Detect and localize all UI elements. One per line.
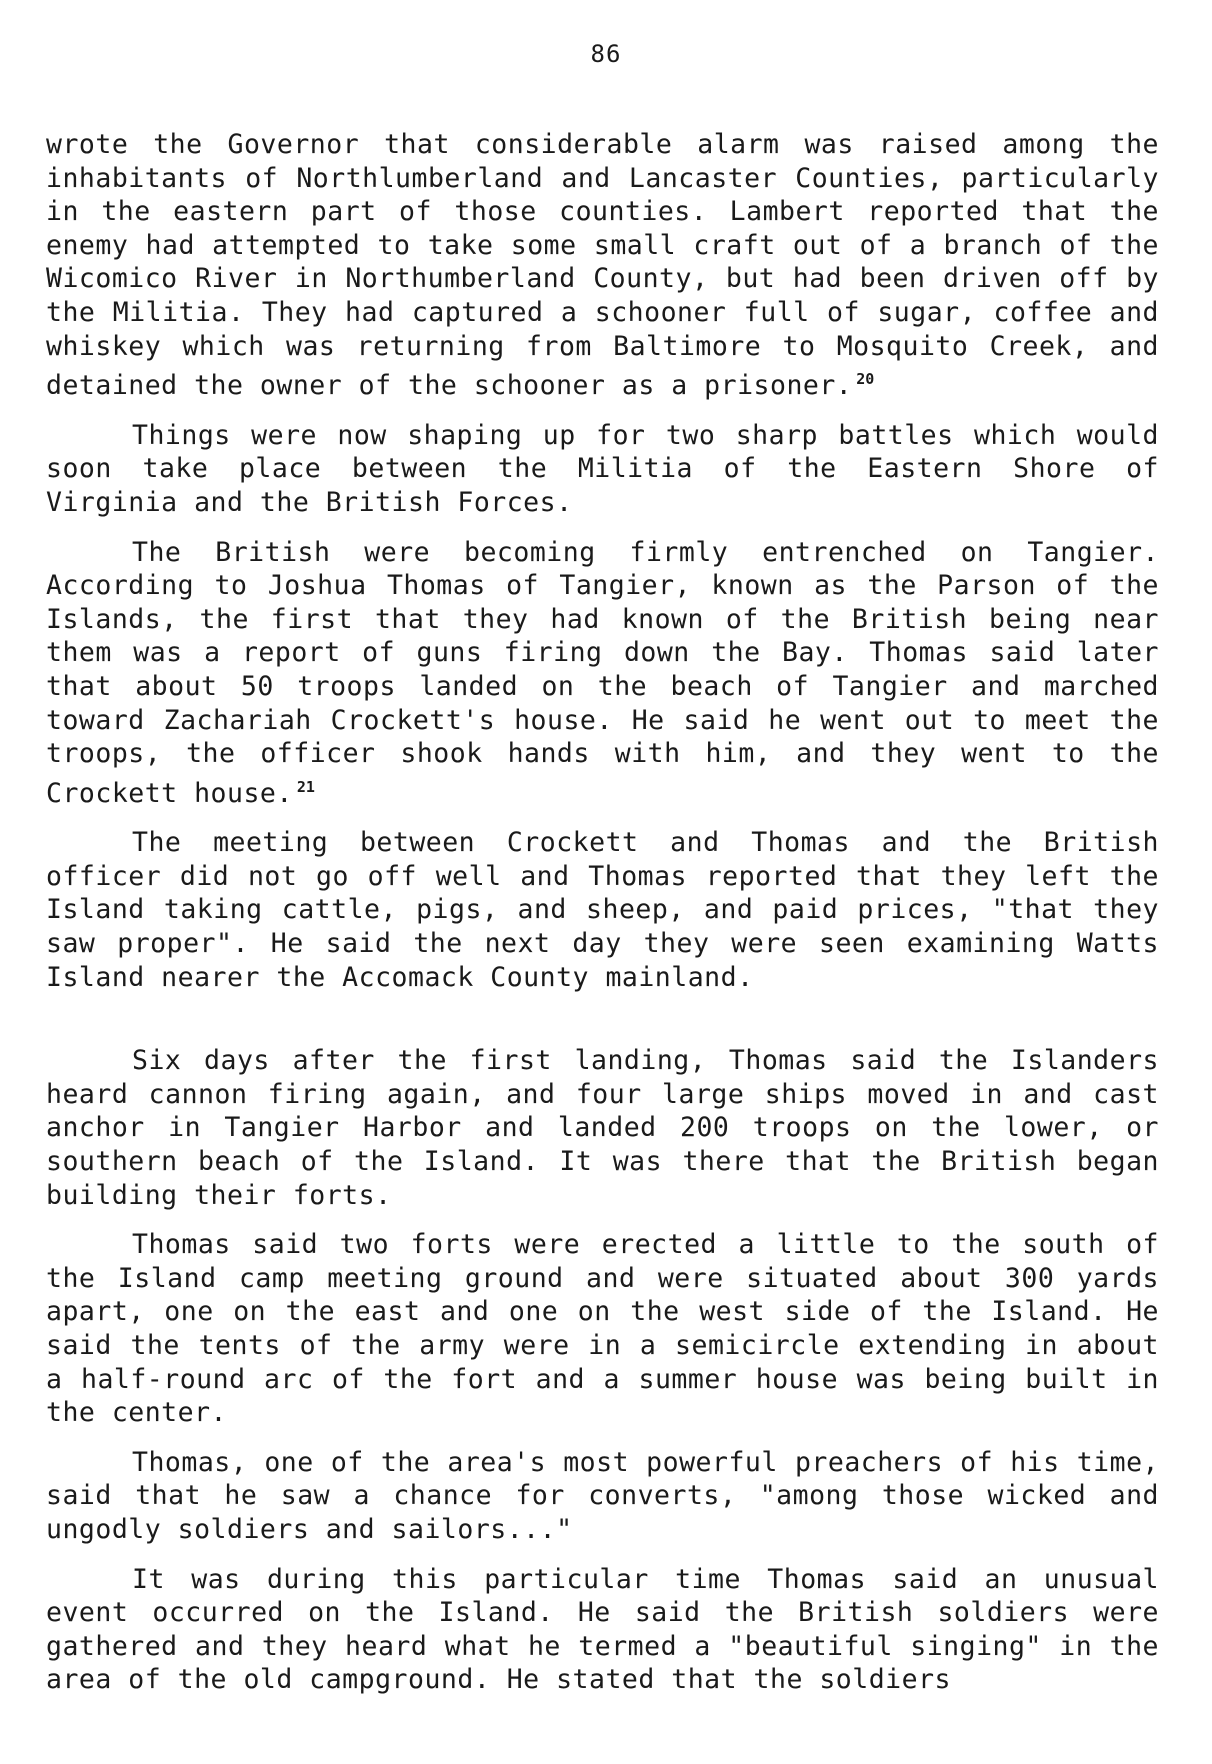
paragraph-text: Thomas, one of the area's most powerful preachers of his time, said that he saw a chance for converts, "among those wicked and ungodly soldiers and sailors..." — [46, 1446, 1159, 1545]
paragraph-6 — [46, 1228, 1159, 1430]
paragraph-2 — [46, 419, 1159, 520]
paragraph-text: Six days after the first landing, Thomas said the Islanders heard cannon firing again, and four large ships moved in and cast anchor in Tangier Harbor and landed 200 troops on the lower, or southern beach of the Island. It was there that the British began building their forts. — [46, 1045, 1159, 1211]
paragraph-text: Things were now shaping up for two sharp battles which would soon take place between the Militia of the Eastern Shore of Virginia and the British Forces. — [46, 419, 1159, 518]
paragraph-text: The British were becoming firmly entrenched on Tangier. According to Joshua Thomas of Tangier, known as the Parson of the Islands, the first that they had known of the British being near them was a report of guns firing down the Bay. Thomas said later that about 50 troops landed on the beach of Tangier and marched toward Zachariah Crockett's house. He said he went out to meet the troops, the officer shook hands with him, and they went to the Crockett house. — [46, 536, 1159, 809]
footnote-marker: 20 — [856, 370, 875, 389]
paragraph-text: The meeting between Crockett and Thomas and the British officer did not go off well and Thomas reported that they left the Island taking cattle, pigs, and sheep, and paid prices, "that they saw proper". He said the next day they were seen examining Watts Island nearer the Accomack County mainland. — [46, 827, 1159, 993]
paragraph-8 — [46, 1563, 1159, 1697]
paragraph-3 — [46, 536, 1159, 811]
paragraph-4 — [46, 826, 1159, 994]
footnote-marker: 21 — [296, 777, 315, 796]
paragraph-7 — [46, 1446, 1159, 1547]
body-text — [46, 128, 1159, 1713]
page-number: 86 — [590, 40, 622, 68]
paragraph-1 — [46, 128, 1159, 403]
paragraph-5 — [46, 1044, 1159, 1212]
paragraph-text: wrote the Governor that considerable alarm was raised among the inhabitants of Northlumberland and Lancaster Counties, particularly in the eastern part of those counties. Lambert reported that the enemy had attempted to take some small craft out of a branch of the Wicomico River in Northumberland County, but had been driven off by the Militia. They had captured a schooner full of sugar, coffee and whiskey which was returning from Baltimore to Mosquito Creek, and detained the owner of the schooner as a prisoner. — [46, 129, 1159, 402]
paragraph-text: It was during this particular time Thomas said an unusual event occurred on the Island. He said the British soldiers were gathered and they heard what he termed a "beautiful singing" in the area of the old campground. He stated that the soldiers — [46, 1563, 1159, 1696]
paragraph-text: Thomas said two forts were erected a little to the south of the Island camp meeting ground and were situated about 300 yards apart, one on the east and one on the west side of the Island. He said the tents of the army were in a semicircle extending in about a half-round arc of the fort and a summer house was being built in the center. — [46, 1229, 1159, 1429]
